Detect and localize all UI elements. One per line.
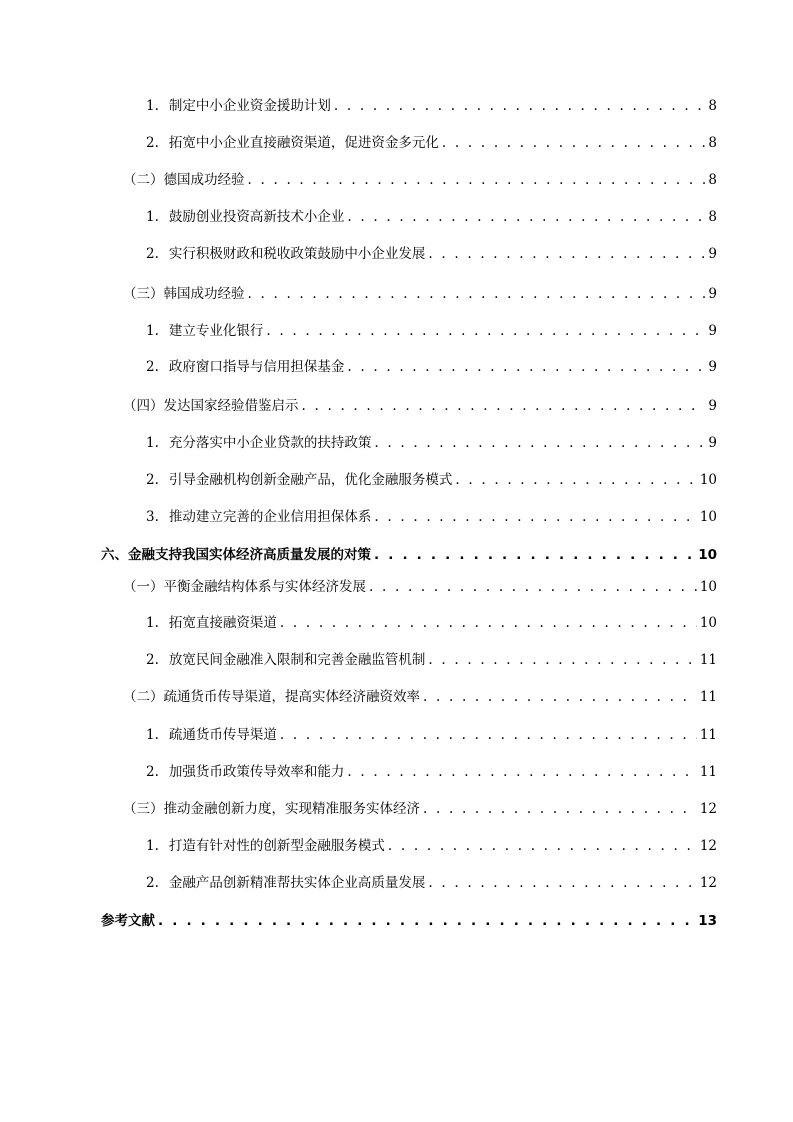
toc-entry-number: 2. [146, 472, 159, 488]
toc-entry-number: 2. [146, 764, 159, 780]
toc-entry[interactable] [123, 798, 717, 820]
toc-entry[interactable] [146, 506, 717, 528]
toc-entry-page: 8 [708, 209, 717, 225]
toc-entry-title: 推动金融创新力度，实现精准服务实体经济 [163, 801, 420, 817]
toc-leader-dots [374, 506, 696, 528]
toc-entry-page: 11 [699, 689, 717, 705]
toc-leader-dots [428, 243, 705, 265]
toc-leader-dots [423, 686, 697, 708]
toc-leader-dots [374, 432, 705, 454]
toc-entry-page: 11 [699, 764, 717, 780]
toc-entry-number: 1. [146, 838, 159, 854]
toc-entry-title: 疏通货币传导渠道，提高实体经济融资效率 [163, 689, 420, 705]
toc-entry-page: 11 [699, 652, 717, 668]
toc-entry-number: （二） [123, 172, 164, 188]
toc-chapter-entry[interactable] [101, 544, 717, 566]
toc-entry-number: 1. [146, 727, 159, 743]
toc-entry-number: 2. [146, 359, 159, 375]
toc-entry-title: 韩国成功经验 [163, 286, 245, 302]
toc-leader-dots [266, 320, 705, 342]
toc-entry-page: 9 [708, 398, 717, 414]
toc-leader-dots [455, 469, 696, 491]
toc-leader-dots [302, 395, 706, 417]
toc-entry-page: 9 [708, 435, 717, 451]
toc-entry-title: 推动建立完善的企业信用担保体系 [168, 509, 372, 525]
toc-entry-title: 实行积极财政和税收政策鼓励中小企业发展 [168, 246, 426, 262]
toc-leader-dots [428, 649, 696, 671]
toc-leader-dots [428, 872, 696, 894]
toc-entry-title: 制定中小企业资金援助计划 [168, 98, 331, 114]
toc-leader-dots [248, 169, 706, 191]
toc-leader-dots [334, 95, 706, 117]
toc-entry-title: 打造有针对性的创新型金融服务模式 [168, 838, 385, 854]
toc-entry-page: 12 [699, 838, 717, 854]
toc-entry-title: 加强货币政策传导效率和能力 [168, 764, 345, 780]
toc-entry[interactable] [146, 761, 717, 783]
toc-entry-title: 平衡金融结构体系与实体经济发展 [163, 579, 366, 595]
toc-entry-title: 德国成功经验 [163, 172, 245, 188]
toc-entry[interactable] [123, 169, 717, 191]
toc-entry-page: 9 [708, 359, 717, 375]
toc-leader-dots [248, 283, 706, 305]
toc-entry[interactable] [146, 835, 717, 857]
toc-entry-number: （二） [123, 689, 164, 705]
toc-entry-page: 12 [699, 875, 717, 891]
toc-leader-dots [158, 910, 695, 932]
toc-entry[interactable] [123, 283, 717, 305]
toc-entry-number: 2. [146, 652, 159, 668]
toc-entry-number: （三） [123, 286, 164, 302]
toc-entry-title: 拓宽直接融资渠道 [168, 615, 277, 631]
toc-entry-page: 11 [699, 727, 717, 743]
toc-entry[interactable] [123, 576, 717, 598]
toc-leader-dots [347, 206, 705, 228]
toc-entry-page: 10 [699, 472, 717, 488]
toc-entry[interactable] [146, 872, 717, 894]
toc-entry[interactable] [146, 320, 717, 342]
toc-leader-dots [280, 724, 697, 746]
toc-entry[interactable] [146, 95, 717, 117]
toc-entry-page: 12 [699, 801, 717, 817]
toc-entry-title: 引导金融机构创新金融产品，优化金融服务模式 [168, 472, 453, 488]
toc-entry-number: 1. [146, 323, 159, 339]
toc-entry-title: 参考文献 [101, 913, 155, 929]
toc-entry[interactable] [123, 686, 717, 708]
toc-entry-page: 9 [708, 286, 717, 302]
toc-entry[interactable] [146, 243, 717, 265]
toc-entry-title: 金融产品创新精准帮扶实体企业高质量发展 [168, 875, 426, 891]
toc-entry-title: 金融支持我国实体经济高质量发展的对策 [128, 547, 371, 563]
toc-entry-title: 鼓励创业投资高新技术小企业 [168, 209, 345, 225]
toc-entry[interactable] [146, 432, 717, 454]
toc-leader-dots [374, 544, 695, 566]
toc-entry-page: 9 [708, 323, 717, 339]
toc-entry[interactable] [146, 132, 717, 154]
toc-entry-number: 1. [146, 615, 159, 631]
toc-leader-dots [280, 612, 697, 634]
toc-entry[interactable] [146, 649, 717, 671]
toc-entry-page: 8 [708, 135, 717, 151]
toc-entry-number: （一） [123, 579, 164, 595]
toc-entry-title: 政府窗口指导与信用担保基金 [168, 359, 345, 375]
toc-entry-page: 8 [708, 98, 717, 114]
toc-entry[interactable] [146, 724, 717, 746]
toc-entry-page: 8 [708, 172, 717, 188]
toc-entry-number: 2. [146, 875, 159, 891]
toc-leader-dots [442, 132, 706, 154]
toc-entry[interactable] [146, 612, 717, 634]
toc-entry-title: 充分落实中小企业贷款的扶持政策 [168, 435, 372, 451]
toc-entry-number: 2. [146, 135, 159, 151]
toc-entry-number: 3. [146, 509, 159, 525]
toc-entry-number: 1. [146, 209, 159, 225]
toc-entry-page: 10 [699, 509, 717, 525]
toc-entry-page: 13 [698, 913, 717, 929]
toc-entry-title: 建立专业化银行 [168, 323, 264, 339]
toc-entry[interactable] [146, 206, 717, 228]
toc-leader-dots [347, 356, 705, 378]
toc-entry-title: 放宽民间金融准入限制和完善金融监管机制 [168, 652, 426, 668]
toc-entry-page: 10 [699, 615, 717, 631]
toc-entry-page: 10 [698, 547, 717, 563]
toc-entry[interactable] [123, 395, 717, 417]
toc-leader-dots [388, 835, 697, 857]
toc-leader-dots [369, 576, 697, 598]
toc-entry[interactable] [146, 469, 717, 491]
toc-entry-page: 9 [708, 246, 717, 262]
toc-entry-page: 10 [699, 579, 717, 595]
toc-entry[interactable] [146, 356, 717, 378]
toc-entry-title: 疏通货币传导渠道 [168, 727, 277, 743]
toc-chapter-entry[interactable] [101, 910, 717, 932]
toc-entry-number: （四） [123, 398, 164, 414]
toc-entry-number: 六、 [101, 547, 128, 563]
toc-entry-number: 1. [146, 98, 159, 114]
toc-entry-number: 2. [146, 246, 159, 262]
toc-leader-dots [423, 798, 697, 820]
toc-entry-title: 发达国家经验借鉴启示 [163, 398, 299, 414]
toc-leader-dots [347, 761, 696, 783]
toc-entry-number: （三） [123, 801, 164, 817]
toc-entry-number: 1. [146, 435, 159, 451]
toc-entry-title: 拓宽中小企业直接融资渠道，促进资金多元化 [168, 135, 439, 151]
